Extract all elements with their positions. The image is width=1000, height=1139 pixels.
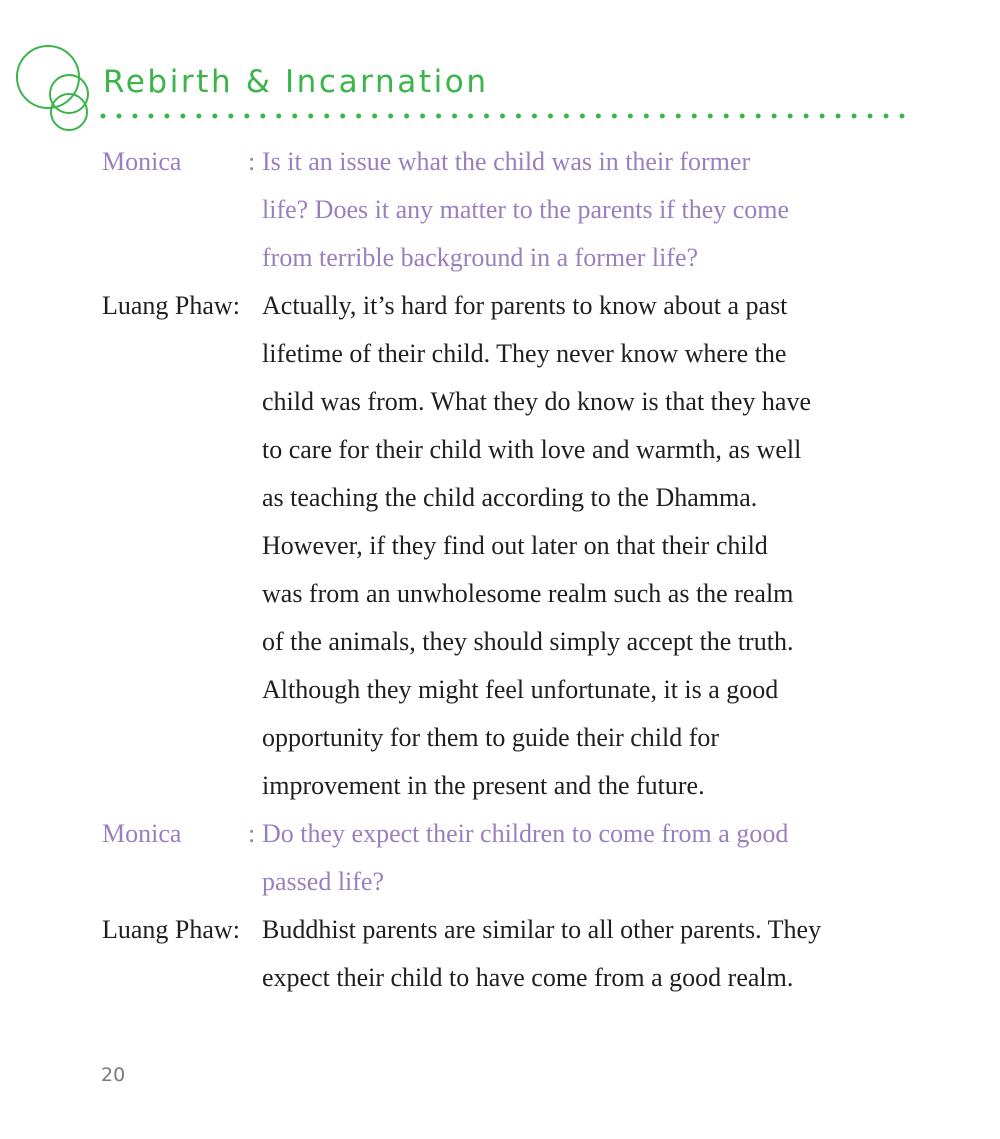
text-line: Although they might feel unfortunate, it is a good [262, 675, 779, 704]
dialogue-turn-monica [102, 810, 922, 906]
text-line: improvement in the present and the future. [262, 771, 705, 800]
text-line: Buddhist parents are similar to all other parents. They [262, 915, 822, 944]
text-line: Do they expect their children to come from a good [262, 819, 789, 848]
text-line: lifetime of their child. They never know where the [262, 339, 787, 368]
text-line: from terrible background in a former life? [262, 243, 699, 272]
speaker-name: Monica [102, 819, 182, 848]
dialogue-text [262, 282, 912, 810]
text-line: was from an unwholesome realm such as the realm [262, 579, 794, 608]
dialogue-text [262, 138, 912, 282]
speaker-separator: : [248, 819, 256, 848]
dialogue [102, 138, 922, 1002]
text-line: child was from. What they do know is that they have [262, 387, 812, 416]
speaker-name: Monica [102, 147, 182, 176]
dialogue-turn-monica [102, 138, 922, 282]
section-title: Rebirth & Incarnation [103, 64, 489, 100]
dotted-divider [100, 111, 905, 121]
dialogue-text [262, 906, 912, 1002]
text-line: passed life? [262, 867, 385, 896]
text-line: life? Does it any matter to the parents if they come [262, 195, 790, 224]
overlapping-circles-icon [14, 42, 104, 134]
text-line: expect their child to have come from a good realm. [262, 963, 794, 992]
page-number: 20 [101, 1064, 126, 1086]
text-line: of the animals, they should simply accept the truth. [262, 627, 794, 656]
dialogue-turn-luang-phaw [102, 906, 922, 1002]
dialogue-text [262, 810, 912, 906]
speaker-name: Luang Phaw: [102, 291, 240, 320]
text-line: as teaching the child according to the Dhamma. [262, 483, 758, 512]
speaker-separator: : [248, 147, 256, 176]
speaker-name: Luang Phaw: [102, 915, 240, 944]
text-line: Actually, it’s hard for parents to know about a past [262, 291, 788, 320]
text-line: Is it an issue what the child was in their former [262, 147, 751, 176]
text-line: opportunity for them to guide their child for [262, 723, 720, 752]
text-line: to care for their child with love and warmth, as well [262, 435, 802, 464]
dialogue-turn-luang-phaw [102, 282, 922, 810]
text-line: However, if they find out later on that their child [262, 531, 768, 560]
